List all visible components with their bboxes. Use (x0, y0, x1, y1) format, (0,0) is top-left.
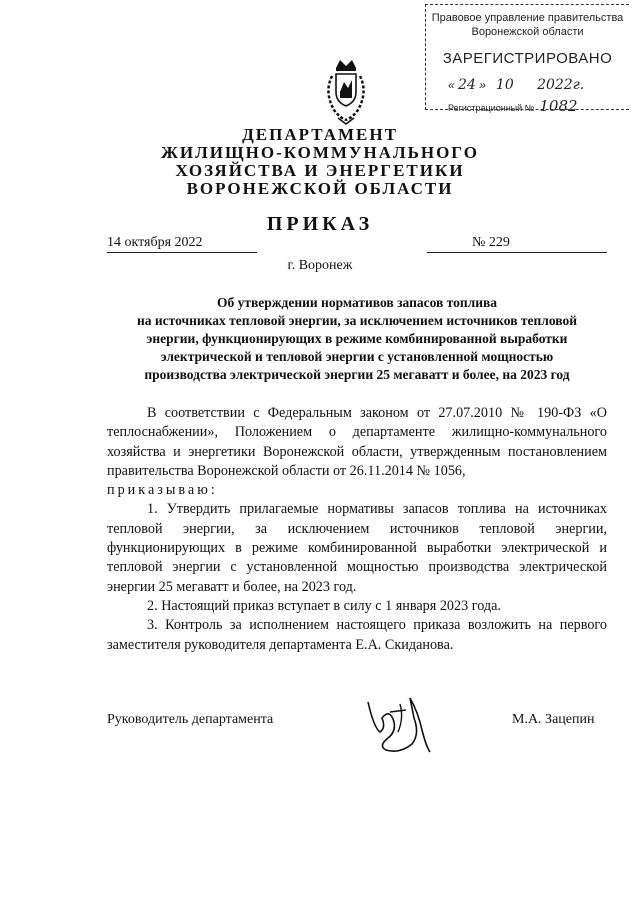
stamp-date: « 24 » 10 2022г. (448, 77, 585, 93)
stamp-region: Воронежской области (471, 26, 584, 38)
stamp-authority: Правовое управление правительства (431, 12, 624, 24)
order-subject: Об утверждении нормативов запасов топлива на источниках тепловой энергии, за исключением источников тепловой энергии, функционирующих в режиме комбинированной выработки электрической и тепловой энергии с установленной мощностью производства электрической энергии 25 мегаватт и более, на 2023 год (137, 295, 577, 382)
handwritten-signature (360, 688, 440, 768)
stamp-registered: ЗАРЕГИСТРИРОВАНО (442, 50, 613, 67)
city: г. Воронеж (287, 258, 353, 273)
order-number: № 229 (427, 235, 607, 253)
order-date: 14 октября 2022 (107, 235, 257, 253)
order-body (107, 404, 607, 655)
signatory-role: Руководитель департамента (107, 712, 274, 727)
department-heading: ДЕПАРТАМЕНТ ЖИЛИЩНО-КОММУНАЛЬНОГО ХОЗЯЙСТВА И ЭНЕРГЕТИКИ ВОРОНЕЖСКОЙ ОБЛАСТИ (161, 125, 479, 198)
order-word: приказываю: (107, 482, 218, 499)
signatory-name: М.А. Зацепин (512, 712, 595, 727)
item-3: 3. Контроль за исполнением настоящего приказа возложить на первого заместителя руководителя департамента Е.А. Скиданова. (107, 617, 607, 653)
registration-stamp (425, 4, 629, 115)
coat-of-arms-icon (322, 58, 370, 128)
stamp-reg-number: Регистрационный № 1082 (448, 97, 578, 115)
item-2: 2. Настоящий приказ вступает в силу с 1 января 2023 года. (147, 597, 501, 614)
item-1: 1. Утвердить прилагаемые нормативы запасов топлива на источниках тепловой энергии, за исключением источников тепловой энергии, функционирующих в режиме комбинированной выработки электрической и тепловой энергии с установленной мощностью производства электрической энергии 25 мегаватт и более, на 2023 год. (107, 501, 607, 595)
document-type: ПРИКАЗ (266, 213, 374, 235)
preamble: В соответствии с Федеральным законом от 27.07.2010 № 190-ФЗ «О теплоснабжении», Положением о департаменте жилищно-коммунального хозяйства и энергетики Воронежской области, утвержденным постановлением правительства Воронежской области от 26.11.2014 № 1056, (107, 405, 607, 479)
